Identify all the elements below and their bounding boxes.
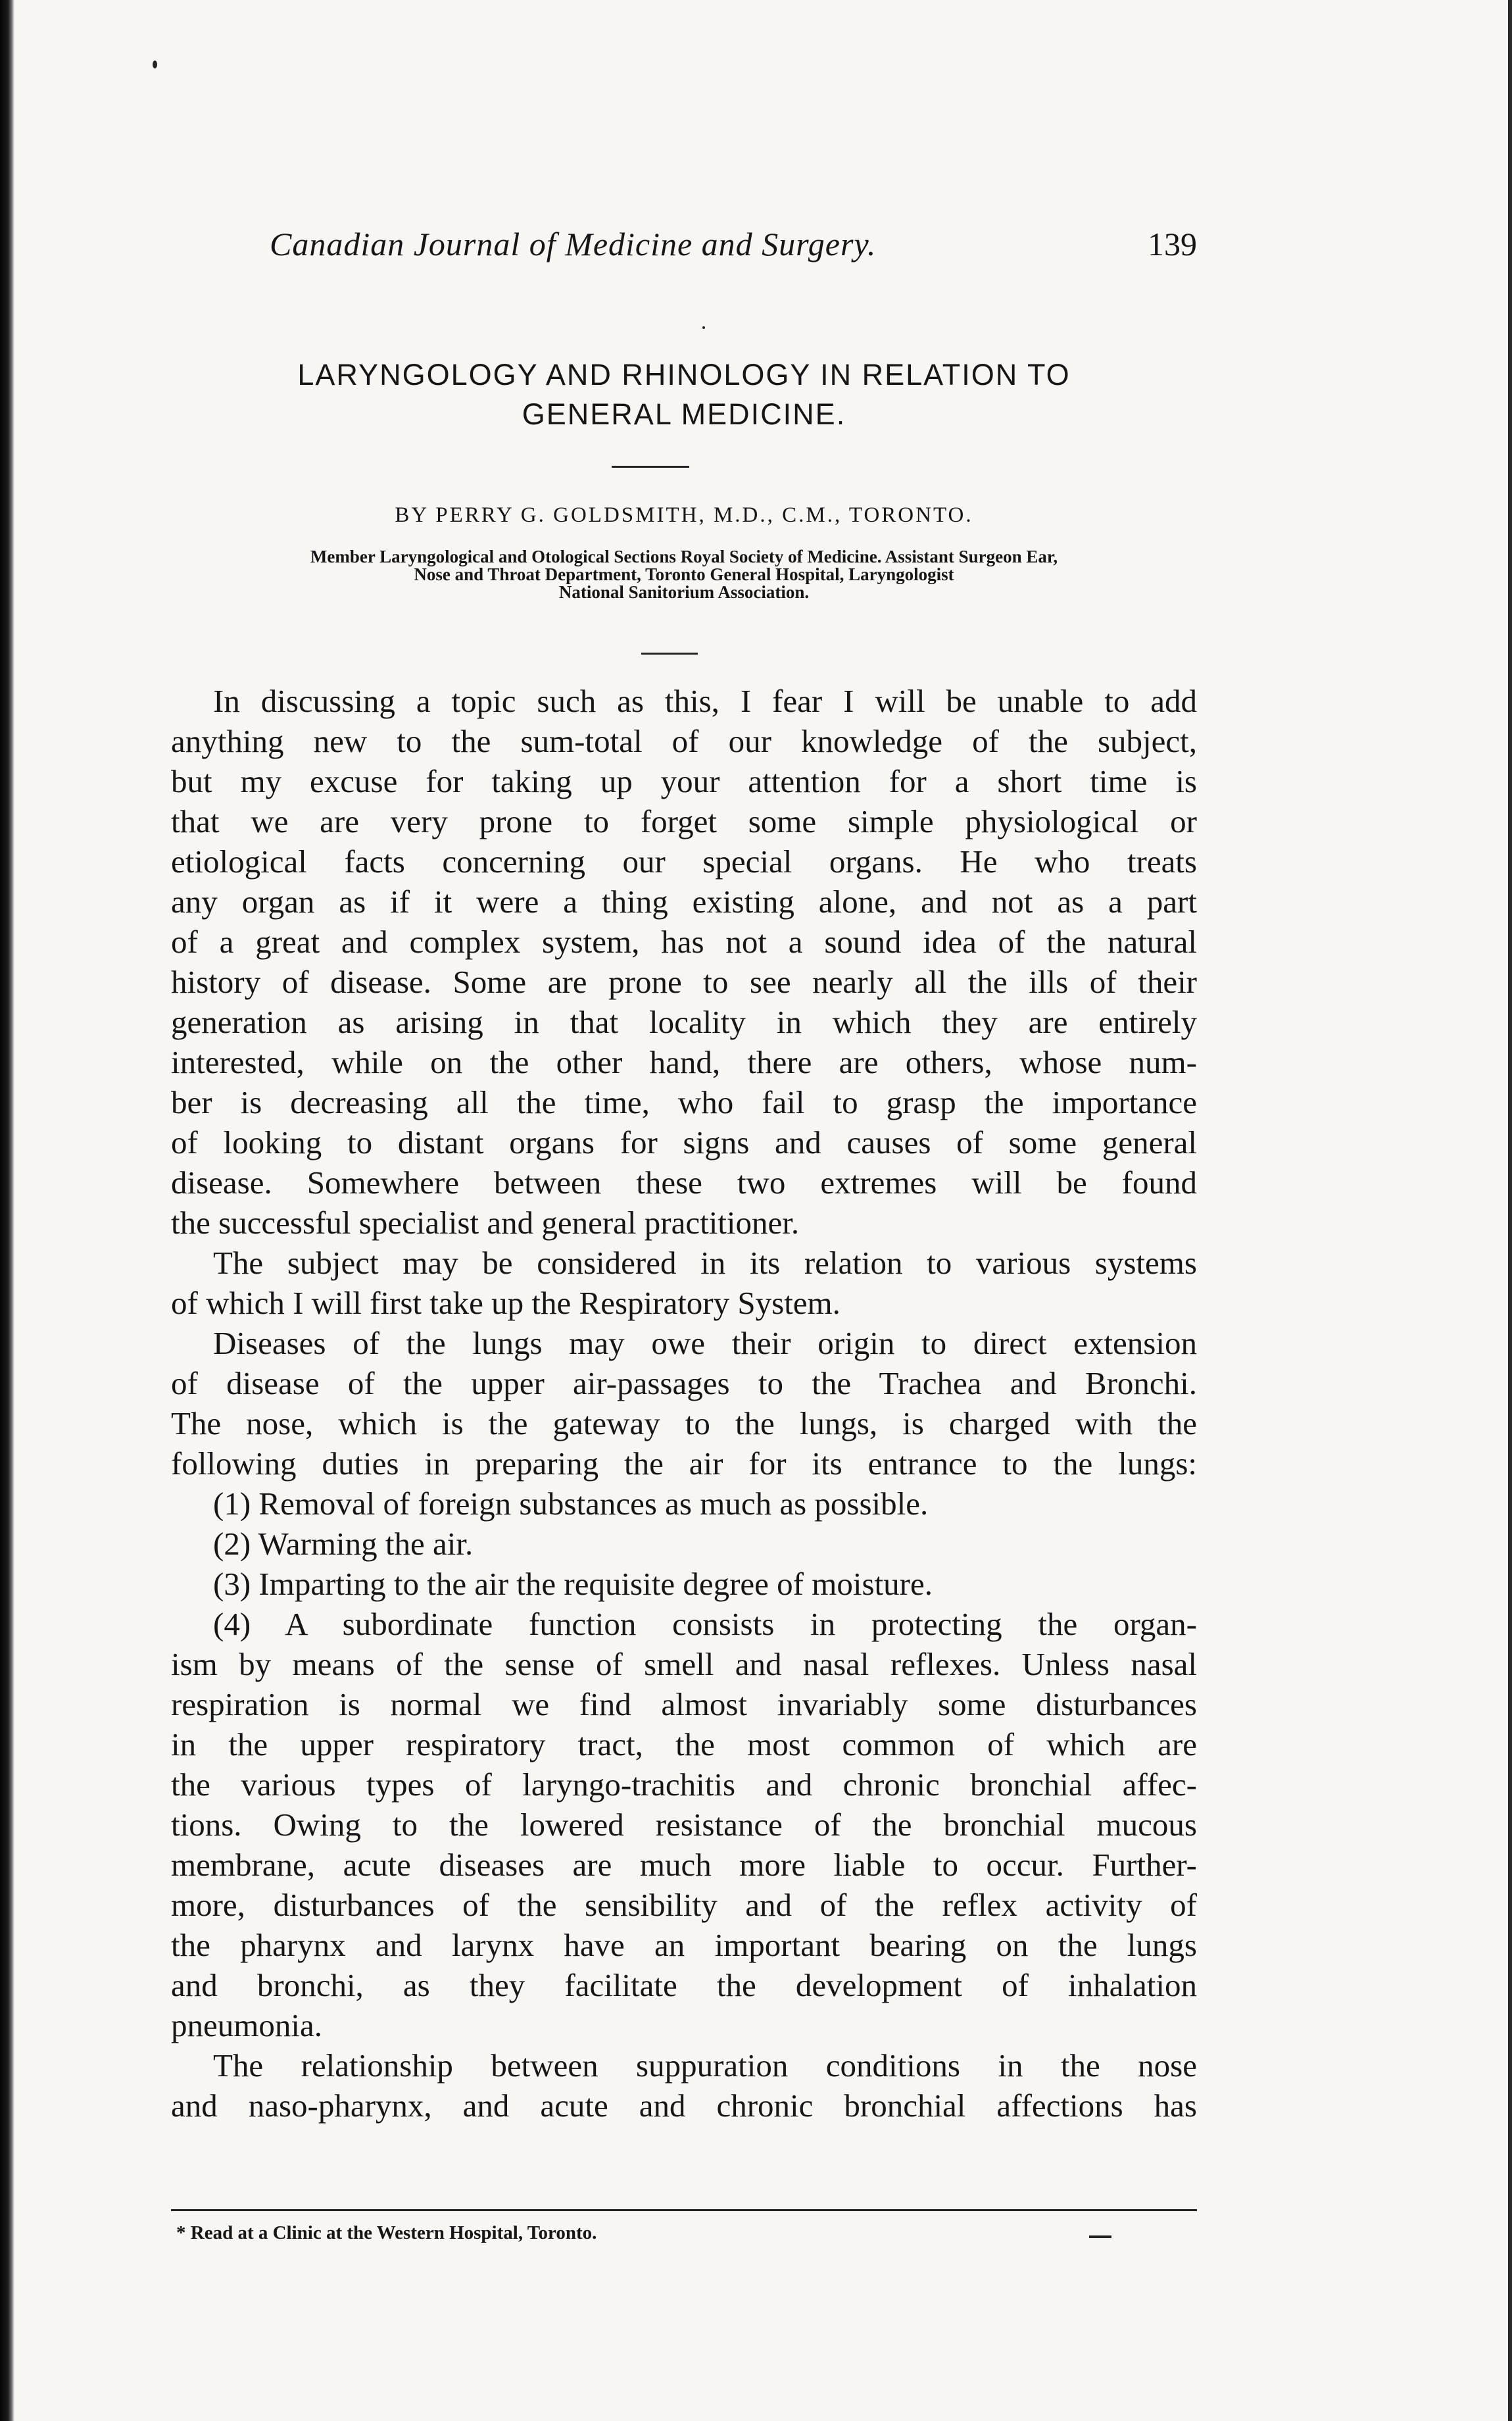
body-line: tions. Owing to the lowered resistance of the bronchial mucous [171, 1807, 1197, 1843]
affiliation-line: Member Laryngological and Otological Sections Royal Society of Medicine. Assistant Surgeon Ear, [310, 547, 1058, 566]
body-line: and bronchi, as they facilitate the development of inhalation [171, 1967, 1197, 2003]
affiliation-line: Nose and Throat Department, Toronto General Hospital, Laryngologist [414, 564, 954, 584]
body-line: the successful specialist and general practitioner. [171, 1205, 800, 1241]
body-line: (2) Warming the air. [213, 1526, 474, 1562]
body-line: anything new to the sum-total of our knowledge of the subject, [171, 723, 1197, 759]
body-line: The subject may be considered in its relation to various systems [213, 1245, 1197, 1281]
body-line: In discussing a topic such as this, I fear I will be unable to add [213, 683, 1197, 719]
body-line: (3) Imparting to the air the requisite degree of moisture. [213, 1566, 933, 1602]
body-line: but my excuse for taking up your attention for a short time is [171, 763, 1197, 799]
body-line: (4) A subordinate function consists in protecting the organ- [213, 1606, 1197, 1642]
page-binding-edge [0, 0, 14, 2421]
footnote: * Read at a Clinic at the Western Hospital, Toronto. [176, 2222, 597, 2243]
body-line: of disease of the upper air-passages to the Trachea and Bronchi. [171, 1365, 1197, 1401]
body-line: that we are very prone to forget some simple physiological or [171, 803, 1197, 839]
author-affiliation [171, 548, 1197, 601]
body-line: ber is decreasing all the time, who fail to grasp the importance [171, 1084, 1197, 1120]
body-line: respiration is normal we find almost invariably some disturbances [171, 1686, 1197, 1722]
body-line: Diseases of the lungs may owe their origin to direct extension [213, 1325, 1197, 1361]
title-rule [612, 466, 689, 468]
body-line: of a great and complex system, has not a sound idea of the natural [171, 924, 1197, 960]
body-line: interested, while on the other hand, there are others, whose num- [171, 1044, 1197, 1080]
journal-page [171, 0, 1197, 2421]
body-line: generation as arising in that locality in which they are entirely [171, 1004, 1197, 1040]
page-right-edge [1508, 0, 1512, 2421]
body-line: in the upper respiratory tract, the most common of which are [171, 1726, 1197, 1762]
affiliation-line: National Sanitorium Association. [558, 582, 810, 602]
body-line: following duties in preparing the air for its entrance to the lungs: [171, 1445, 1197, 1482]
body-line: of which I will first take up the Respiratory System. [171, 1285, 841, 1321]
body-line: more, disturbances of the sensibility and of the reflex activity of [171, 1887, 1197, 1923]
body-line: the various types of laryngo-trachitis and chronic bronchial affec- [171, 1766, 1197, 1803]
body-line: The nose, which is the gateway to the lungs, is charged with the [171, 1405, 1197, 1441]
running-head [171, 225, 1197, 264]
body-line: any organ as if it were a thing existing alone, and not as a part [171, 884, 1197, 920]
body-line: The relationship between suppuration conditions in the nose [213, 2047, 1197, 2084]
page-number: 139 [1148, 226, 1197, 262]
body-line: and naso-pharynx, and acute and chronic bronchial affections has [171, 2087, 1197, 2124]
body-line: etiological facts concerning our special organs. He who treats [171, 843, 1197, 880]
body-line: disease. Somewhere between these two extremes will be found [171, 1164, 1197, 1201]
author-byline: BY PERRY G. GOLDSMITH, M.D., C.M., TORONTO. [395, 503, 973, 527]
body-line: membrane, acute diseases are much more liable to occur. Further- [171, 1847, 1197, 1883]
footnote-rule [171, 2209, 1197, 2211]
body-line: of looking to distant organs for signs and causes of some general [171, 1124, 1197, 1161]
affiliation-rule [641, 653, 698, 655]
article-body [171, 681, 1197, 2126]
article-title [171, 355, 1197, 434]
print-speck [153, 61, 157, 68]
journal-title: Canadian Journal of Medicine and Surgery. [270, 226, 877, 262]
article-title-line: GENERAL MEDICINE. [522, 397, 846, 431]
body-line: (1) Removal of foreign substances as much as possible. [213, 1485, 929, 1522]
footer-dash [1089, 2235, 1111, 2238]
body-line: the pharynx and larynx have an important bearing on the lungs [171, 1927, 1197, 1963]
body-line: ism by means of the sense of smell and nasal reflexes. Unless nasal [171, 1646, 1197, 1682]
body-line: history of disease. Some are prone to see nearly all the ills of their [171, 964, 1197, 1000]
body-line: pneumonia. [171, 2007, 322, 2043]
article-title-line: LARYNGOLOGY AND RHINOLOGY IN RELATION TO [297, 358, 1071, 391]
